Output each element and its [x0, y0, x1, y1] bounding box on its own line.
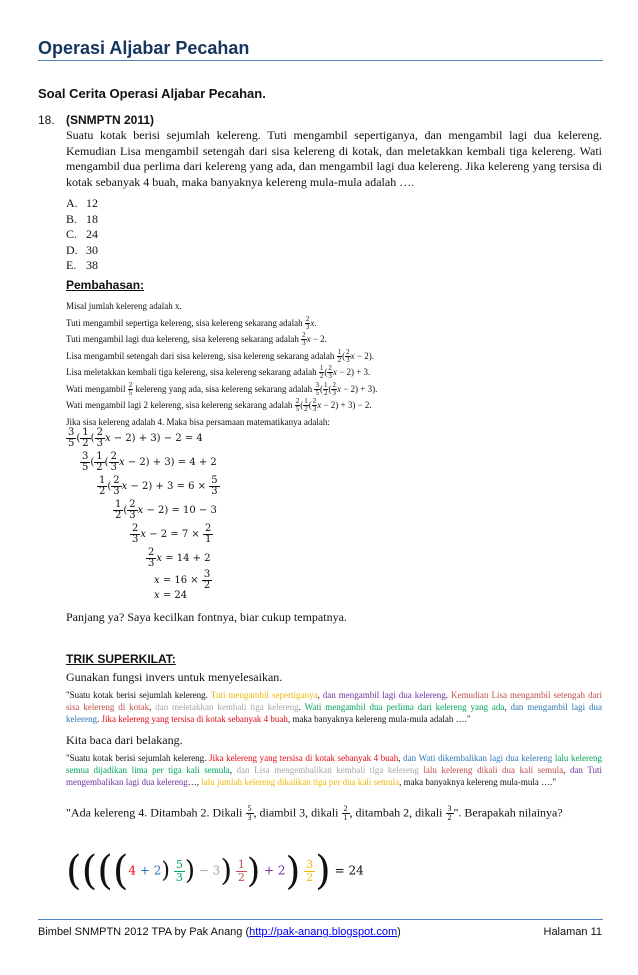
solution-line: Misal jumlah kelereng adalah x.	[66, 301, 182, 311]
equation-line-6: $\frac{2}{3}$ x = 14 + 2	[148, 547, 211, 569]
option-e: E. 38	[66, 258, 98, 272]
page-title: Operasi Aljabar Pecahan	[38, 38, 250, 58]
colored-segment: Jika kelereng yang tersisa di kotak sebanyak 4 buah	[101, 714, 288, 724]
solution-line: Tuti mengambil sepertiga kelereng, sisa kelereng sekarang adalah $\frac{2}{3}$ x.	[66, 314, 317, 331]
summary-line: "Ada kelereng 4. Ditambah 2. Dikali $\frac{5}{3}$ , diambil 3, dikali $\frac{2}{1}$ , ditambah 2, dikali $\frac{3}{2}$ ". Berapakah nilainya?	[66, 804, 563, 822]
colored-segment: lalu kelereng semua dijadikan lima per tiga kali semula	[66, 753, 603, 775]
colored-segment: , maka banyaknya kelereng mula-mula adalah …."	[287, 714, 471, 724]
colored-segment: ,	[229, 765, 237, 775]
colored-segment: lalu kelereng dikali dua kali semula	[423, 765, 564, 775]
solution-line: Wati mengambil $\frac{2}{5}$ kelereng yang ada, sisa kelereng sekarang adalah $\frac{3}{5}$ ( $\frac{1}{2}$ ( $\frac{2}{3}$ x − 2) + 3).	[66, 380, 378, 397]
equation-line-4: $\frac{1}{2}$ ( $\frac{2}{3}$ x − 2) = 10 − 3	[115, 499, 217, 521]
footer-left: Bimbel SNMPTN 2012 TPA by Pak Anang (http://pak-anang.blogspot.com)	[38, 926, 401, 938]
colored-segment: dan Tuti mengembalikan lagi dua kelereng	[66, 765, 603, 787]
option-a: A. 12	[66, 196, 98, 210]
colored-segment: .	[298, 702, 305, 712]
trick-intro: Gunakan fungsi invers untuk menyelesaikan.	[66, 670, 283, 684]
colored-segment: ,	[149, 702, 156, 712]
solution-line: Lisa mengambil setengah dari sisa kelereng, sisa kelereng sekarang adalah $\frac{1}{2}$ ( $\frac{2}{3}$ x − 2).	[66, 347, 374, 364]
backward-heading: Kita baca dari belakang.	[66, 733, 183, 747]
colored-segment: , maka banyaknya kelereng mula-mula …."	[399, 777, 557, 787]
colored-segment: dan mengambil lagi dua kelereng	[66, 702, 603, 724]
inverse-expression: ((((4 + 2) $\frac{5}{3}$ ) − 3) $\frac{1}{2}$ ) + 2) $\frac{3}{2}$ ) = 24	[66, 848, 364, 894]
equation-line-8: x = 24	[154, 590, 188, 601]
colored-segment: ,	[398, 753, 404, 763]
colored-segment: Kemudian Lisa mengambil setengah dari sisa kelereng di kotak	[66, 690, 602, 712]
colored-segment: ,	[504, 702, 511, 712]
equation-line-7: x = 16 × $\frac{3}{2}$	[154, 569, 211, 591]
colored-segment: ,	[317, 690, 323, 700]
colored-paragraph-forward	[66, 689, 602, 725]
colored-segment: dan Lisa mengembalikan kembali tiga kelereng	[236, 765, 419, 775]
colored-segment: Tuti mengambil sepertiganya	[210, 690, 318, 700]
equation-line-1: $\frac{3}{5}$ ( $\frac{1}{2}$ ( $\frac{2}{3}$ x − 2) + 3) − 2 = 4	[68, 427, 203, 449]
option-d: D. 30	[66, 242, 98, 257]
solution-line: Wati mengambil lagi 2 kelereng, sisa kelereng sekarang adalah $\frac{2}{5}$ ( $\frac{1}{2}$ ( $\frac{2}{3}$ x − 2) + 3) − 2.	[66, 397, 372, 414]
colored-segment: "Suatu kotak berisi sejumlah kelereng.	[66, 753, 209, 763]
trick-heading: TRIK SUPERKILAT:	[66, 652, 176, 666]
colored-segment: Jika kelereng yang tersisa di kotak sebanyak 4 buah	[208, 753, 399, 763]
note-text: Panjang ya? Saya kecilkan fontnya, biar cukup tempatnya.	[66, 610, 347, 624]
colored-segment: dan mengambil lagi dua kelereng	[322, 690, 446, 700]
colored-segment: .	[96, 714, 102, 724]
question-text: Suatu kotak berisi sejumlah kelereng. Tuti mengambil sepertiganya, dan mengambil lagi dua kelereng. Kemudian Lisa mengambil setengah dari sisa kelereng di kotak, dan meletakkan kembali tiga kelereng. Wati mengambil dua perlima dari kelereng yang ada, dan mengambil lagi dua kelereng. Jika kelereng yang tersisa di kotak sebanyak 4 buah, maka banyaknya kelereng mula-mula adalah ….	[66, 128, 602, 189]
question-source: (SNMPTN 2011)	[66, 113, 155, 127]
equation-line-5: $\frac{2}{3}$ x − 2 = 7 × $\frac{2}{1}$	[132, 523, 212, 545]
colored-segment: dan Wati dikembalikan lagi dua kelereng	[403, 753, 553, 763]
colored-paragraph-backward	[66, 752, 602, 788]
colored-segment: dan meletakkan kembali tiga kelereng	[155, 702, 299, 712]
colored-segment: …,	[187, 777, 202, 787]
footer-divider	[38, 919, 603, 920]
title-divider	[38, 60, 603, 61]
colored-segment: lalu jumlah kelereng dikalikan tiga per dua kali semula	[201, 777, 400, 787]
solution-heading: Pembahasan:	[66, 278, 145, 292]
solution-steps	[66, 298, 606, 430]
colored-segment: "Suatu kotak berisi sejumlah kelereng.	[66, 690, 211, 700]
equation-line-2: $\frac{3}{5}$ ( $\frac{1}{2}$ ( $\frac{2}{3}$ x − 2) + 3) = 4 + 2	[82, 451, 217, 473]
solution-line: Lisa meletakkan kembali tiga kelereng, sisa kelereng sekarang adalah $\frac{1}{2}$ ( $\frac{2}{3}$ x − 2) + 3.	[66, 364, 371, 381]
colored-segment: ,	[563, 765, 570, 775]
solution-line: Jika sisa kelereng adalah 4. Maka bisa persamaan matematikanya adalah:	[66, 416, 330, 427]
colored-segment: Wati mengambil dua perlima dari kelereng yang ada	[304, 702, 505, 712]
footer-link[interactable]: http://pak-anang.blogspot.com	[249, 926, 398, 938]
colored-segment: .	[445, 690, 451, 700]
option-b: B. 18	[66, 211, 98, 226]
solution-line: Tuti mengambil lagi dua kelereng, sisa kelereng sekarang adalah $\frac{2}{3}$ x − 2.	[66, 331, 327, 348]
option-c: C. 24	[66, 227, 98, 241]
answer-options	[66, 196, 98, 274]
question-number: 18.	[38, 113, 55, 127]
equation-line-3: $\frac{1}{2}$ ( $\frac{2}{3}$ x − 2) + 3 = 6 × $\frac{5}{3}$	[99, 475, 218, 497]
page-number: Halaman 11	[543, 926, 602, 938]
section-title: Soal Cerita Operasi Aljabar Pecahan.	[38, 86, 266, 101]
